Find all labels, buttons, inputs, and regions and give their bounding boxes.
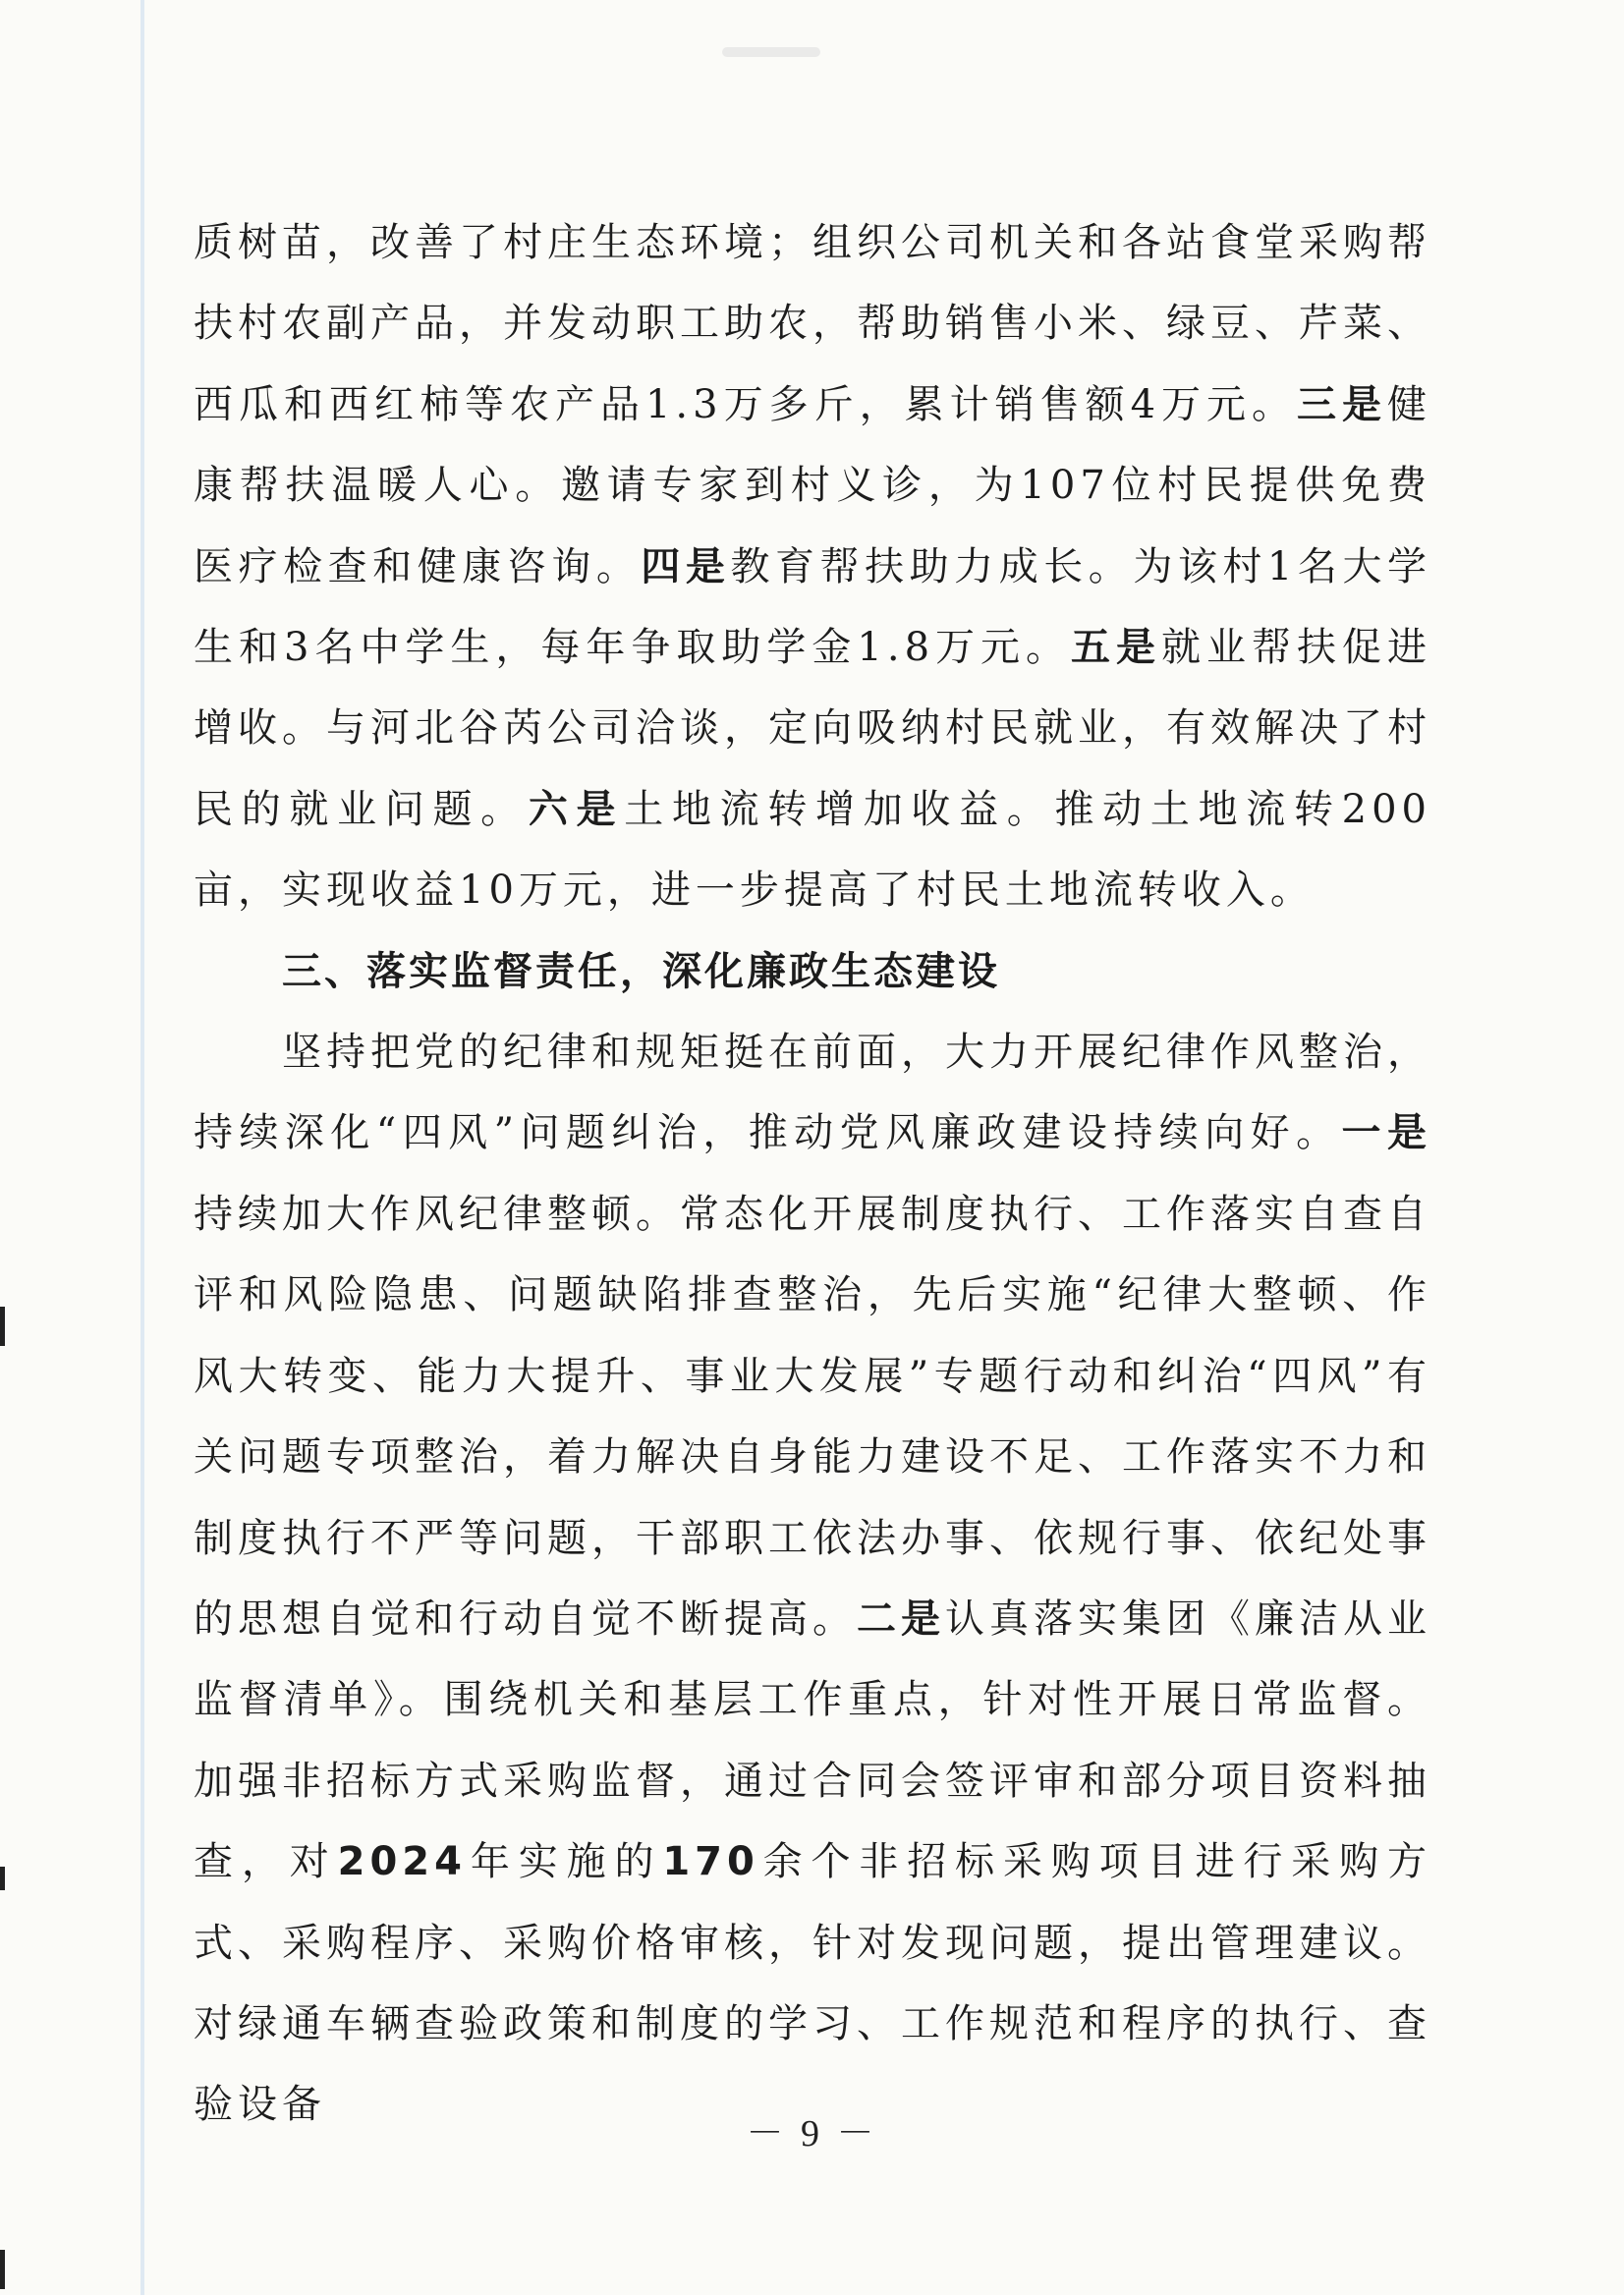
scan-smudge <box>722 47 820 57</box>
paragraph-supervision <box>194 1012 1431 2146</box>
scan-edge-line <box>140 0 144 2295</box>
scan-margin-mark <box>0 1307 5 1346</box>
count-value: 170 <box>662 1839 759 1885</box>
enumeration-label: 二是 <box>857 1595 945 1642</box>
paragraph-text: 余个非招标采购项目进行采购方式、采购程序、采购价格审核，针对发现问题，提出管理建议。对绿通车辆查验政策和制度的学习、工作规范和程序的执行、查验设备 <box>194 1839 1432 2128</box>
paragraph-text: 质树苗，改善了村庄生态环境；组织公司机关和各站食堂采购帮扶村农副产品，并发动职工助农，帮助销售小米、绿豆、芹菜、西瓜和西红柿等农产品1.3万多斤，累计销售额4万元。 <box>194 220 1431 427</box>
paragraph-text: 就业帮扶促进增收。与河北谷芮公司洽谈，定向吸纳村民就业，有效解决了村民的就业问题。 <box>194 625 1432 832</box>
paragraph-rural-assistance <box>194 202 1431 931</box>
paragraph-text: 持续加大作风纪律整顿。常态化开展制度执行、工作落实自查自评和风险隐患、问题缺陷排查整治，先后实施“纪律大整顿、作风大转变、能力大提升、事业大发展”专题行动和纠治“四风”有关问题专项整治，着力解决自身能力建设不足、工作落实不力和制度执行不严等问题，干部职工依法办事、依规行事、依纪处事的思想自觉和行动自觉不断提高。 <box>194 1191 1431 1642</box>
year-value: 2024 <box>337 1839 467 1885</box>
enumeration-label: 三是 <box>1297 381 1388 427</box>
enumeration-label: 六是 <box>528 786 625 832</box>
enumeration-label: 五是 <box>1071 625 1162 671</box>
paragraph-text: 土地流转增加收益。推动土地流转200亩，实现收益10万元，进一步提高了村民土地流转收入。 <box>194 786 1431 914</box>
page-number: － 9 － <box>746 2113 878 2155</box>
paragraph-text: 年实施的 <box>466 1839 663 1885</box>
paragraph-text: 坚持把党的纪律和规矩挺在前面，大力开展纪律作风整治，持续深化“四风”问题纠治，推动党风廉政建设持续向好。 <box>194 1030 1431 1156</box>
scan-margin-mark <box>0 2250 5 2289</box>
paragraph-text: 健康帮扶温暖人心。邀请专家到村义诊，为107位村民提供免费医疗检查和健康咨询。 <box>194 381 1432 589</box>
section-heading: 三、落实监督责任，深化廉政生态建设 <box>282 948 1000 994</box>
scan-margin-mark <box>0 1867 5 1890</box>
enumeration-label: 四是 <box>641 543 731 589</box>
paragraph-text: 教育帮扶助力成长。为该村1名大学生和3名中学生，每年争取助学金1.8万元。 <box>194 543 1431 671</box>
paragraph-text: 认真落实集团《廉洁从业监督清单》。围绕机关和基层工作重点，针对性开展日常监督。加强非招标方式采购监督，通过合同会签评审和部分项目资料抽查，对 <box>194 1595 1431 1885</box>
document-body <box>194 202 1431 2146</box>
enumeration-label: 一是 <box>1341 1110 1431 1156</box>
